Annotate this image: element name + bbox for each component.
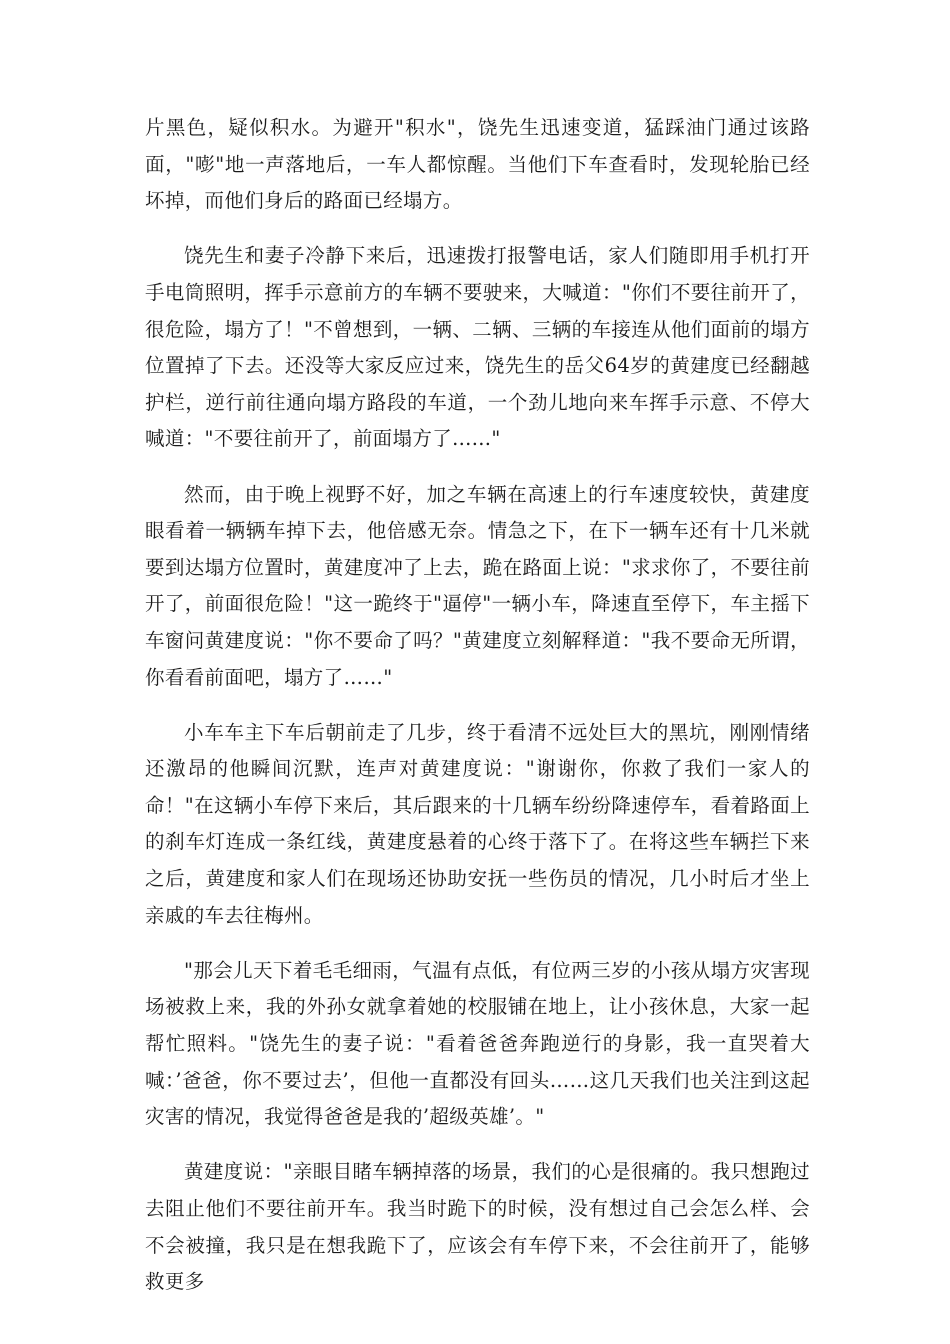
paragraph-report-call: 饶先生和妻子冷静下来后，迅速拨打报警电话，家人们随即用手机打开手电筒照明，挥手示意前方的车辆不要驶来，大喊道："你们不要往前开了，很危险，塌方了！"不曾想到，一辆、二辆、三辆的车接连从他们面前的塌方位置掉了下去。还没等大家反应过来，饶先生的岳父64岁的黄建度已经翻越护栏，逆行前往通向塌方路段的车道，一个劲儿地向来车挥手示意、不停大喊道："不要往前开了，前面塌方了......" <box>145 244 810 451</box>
paragraph-wife-quote: "那会儿天下着毛毛细雨，气温有点低，有位两三岁的小孩从塌方灾害现场被救上来，我的外孙女就拿着她的校服铺在地上，让小孩休息，大家一起帮忙照料。"饶先生的妻子说："看着爸爸奔跑逆行的身影，我一直哭着大喊：’爸爸，你不要过去’，但他一直都没有回头……这几天我们也关注到这起灾害的情况，我觉得爸爸是我的’超级英雄’。" <box>145 958 810 1129</box>
paragraph-car-owner: 小车车主下车后朝前走了几步，终于看清不远处巨大的黑坑，刚刚情绪还激昂的他瞬间沉默，连声对黄建度说："谢谢你，你救了我们一家人的命！"在这辆小车停下来后，其后跟来的十几辆车纷纷降速停车，看着路面上的刹车灯连成一条红线，黄建度悬着的心终于落下了。在将这些车辆拦下来之后，黄建度和家人们在现场还协助安抚一些伤员的情况，几小时后才坐上亲戚的车去往梅州。 <box>145 720 810 927</box>
paragraph-kneel: 然而，由于晚上视野不好，加之车辆在高速上的行车速度较快，黄建度眼看着一辆辆车掉下去，他倍感无奈。情急之下，在下一辆车还有十几米就要到达塌方位置时，黄建度冲了上去，跪在路面上说："求求你了，不要往前开了，前面很危险！"这一跪终于"逼停"一辆小车，降速直至停下，车主摇下车窗问黄建度说："你不要命了吗？"黄建度立刻解释道："我不要命无所谓，你看看前面吧，塌方了……" <box>145 482 810 689</box>
article-body <box>145 110 810 1301</box>
paragraph-huang-quote: 黄建度说："亲眼目睹车辆掉落的场景，我们的心是很痛的。我只想跑过去阻止他们不要往前开车。我当时跪下的时候，没有想过自己会怎么样、会不会被撞，我只是在想我跪下了，应该会有车停下来，不会往前开了，能够救更多 <box>145 1160 810 1294</box>
paragraph-continuation: 片黑色，疑似积水。为避开"积水"，饶先生迅速变道，猛踩油门通过该路面，"嘭"地一声落地后，一车人都惊醒。当他们下车查看时，发现轮胎已经坏掉，而他们身后的路面已经塌方。 <box>145 116 810 213</box>
